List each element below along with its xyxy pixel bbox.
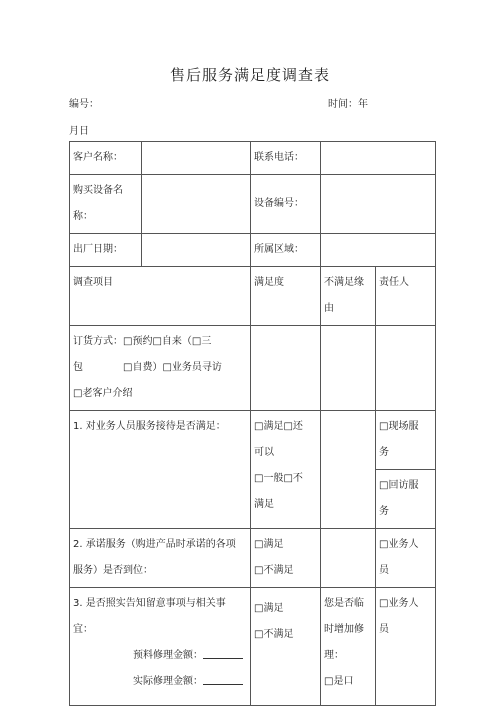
estimated-repair-field[interactable] [203,650,243,659]
device-name-field[interactable] [142,175,251,234]
table-row [70,142,436,175]
question-3: 3. 是否照实告知留意事项与相关事 宜： 预料修理金额： 实际修理金额： [70,588,251,706]
table-row [70,588,436,706]
table-row [70,175,436,234]
factory-date-label: 出厂日期： [70,234,142,267]
time-label-continued: 月日 [69,126,89,137]
order-owner-cell[interactable] [376,326,436,411]
q2-owner[interactable]: □业务人 员 [376,529,436,588]
device-no-field[interactable] [321,175,436,234]
col-satisfaction: 满足度 [251,267,321,326]
table-row [70,411,436,529]
q1-reason[interactable] [321,411,376,529]
estimated-repair-label: 预料修理金额： [133,650,203,661]
region-field[interactable] [321,234,436,267]
q2-reason[interactable] [321,529,376,588]
customer-name-label: 客户名称： [70,142,142,175]
device-no-label: 设备编号： [251,175,321,234]
col-owner: 责任人 [376,267,436,326]
actual-repair-label: 实际修理金额： [133,676,203,687]
question-2: 2. 承诺服务（购进产品时承诺的各项 服务）是否到位： [70,529,251,588]
order-method-cell[interactable]: 订货方式：□预约□自来（□三 包 □自费）□业务员寻访 □老客户介绍 [70,326,251,411]
order-reason-cell[interactable] [321,326,376,411]
contact-phone-field[interactable] [321,142,436,175]
customer-name-field[interactable] [142,142,251,175]
q1-owner-onsite[interactable]: □现场服 务 [376,411,435,470]
time-label: 时间：年 [328,99,368,110]
col-reason: 不满足缘 由 [321,267,376,326]
factory-date-field[interactable] [142,234,251,267]
device-name-label: 购买设备名 称： [70,175,142,234]
number-label: 编号： [69,99,99,110]
col-survey-item: 调查项目 [70,267,251,326]
region-label: 所属区域： [251,234,321,267]
question-1: 1. 对业务人员服务接待是否满足： [70,411,251,529]
q1-owner[interactable] [376,411,436,529]
table-row [70,234,436,267]
q3-satisfaction[interactable]: □满足 □不满足 [251,588,321,706]
table-row [70,529,436,588]
contact-phone-label: 联系电话： [251,142,321,175]
q3-reason[interactable]: 您是否临 时增加修 理： □是口 [321,588,376,706]
q2-satisfaction[interactable]: □满足 □不满足 [251,529,321,588]
q3-owner[interactable]: □业务人 员 [376,588,436,706]
table-header-row [70,267,436,326]
order-satisfaction-cell[interactable] [251,326,321,411]
q1-owner-revisit[interactable]: □回访服 务 [379,480,419,517]
table-row [70,326,436,411]
actual-repair-field[interactable] [203,676,243,685]
q1-satisfaction[interactable]: □满足□还 可以 □一般□不 满足 [251,411,321,529]
page-title: 售后服务满足度调查表 [169,66,330,84]
survey-table [69,141,436,706]
